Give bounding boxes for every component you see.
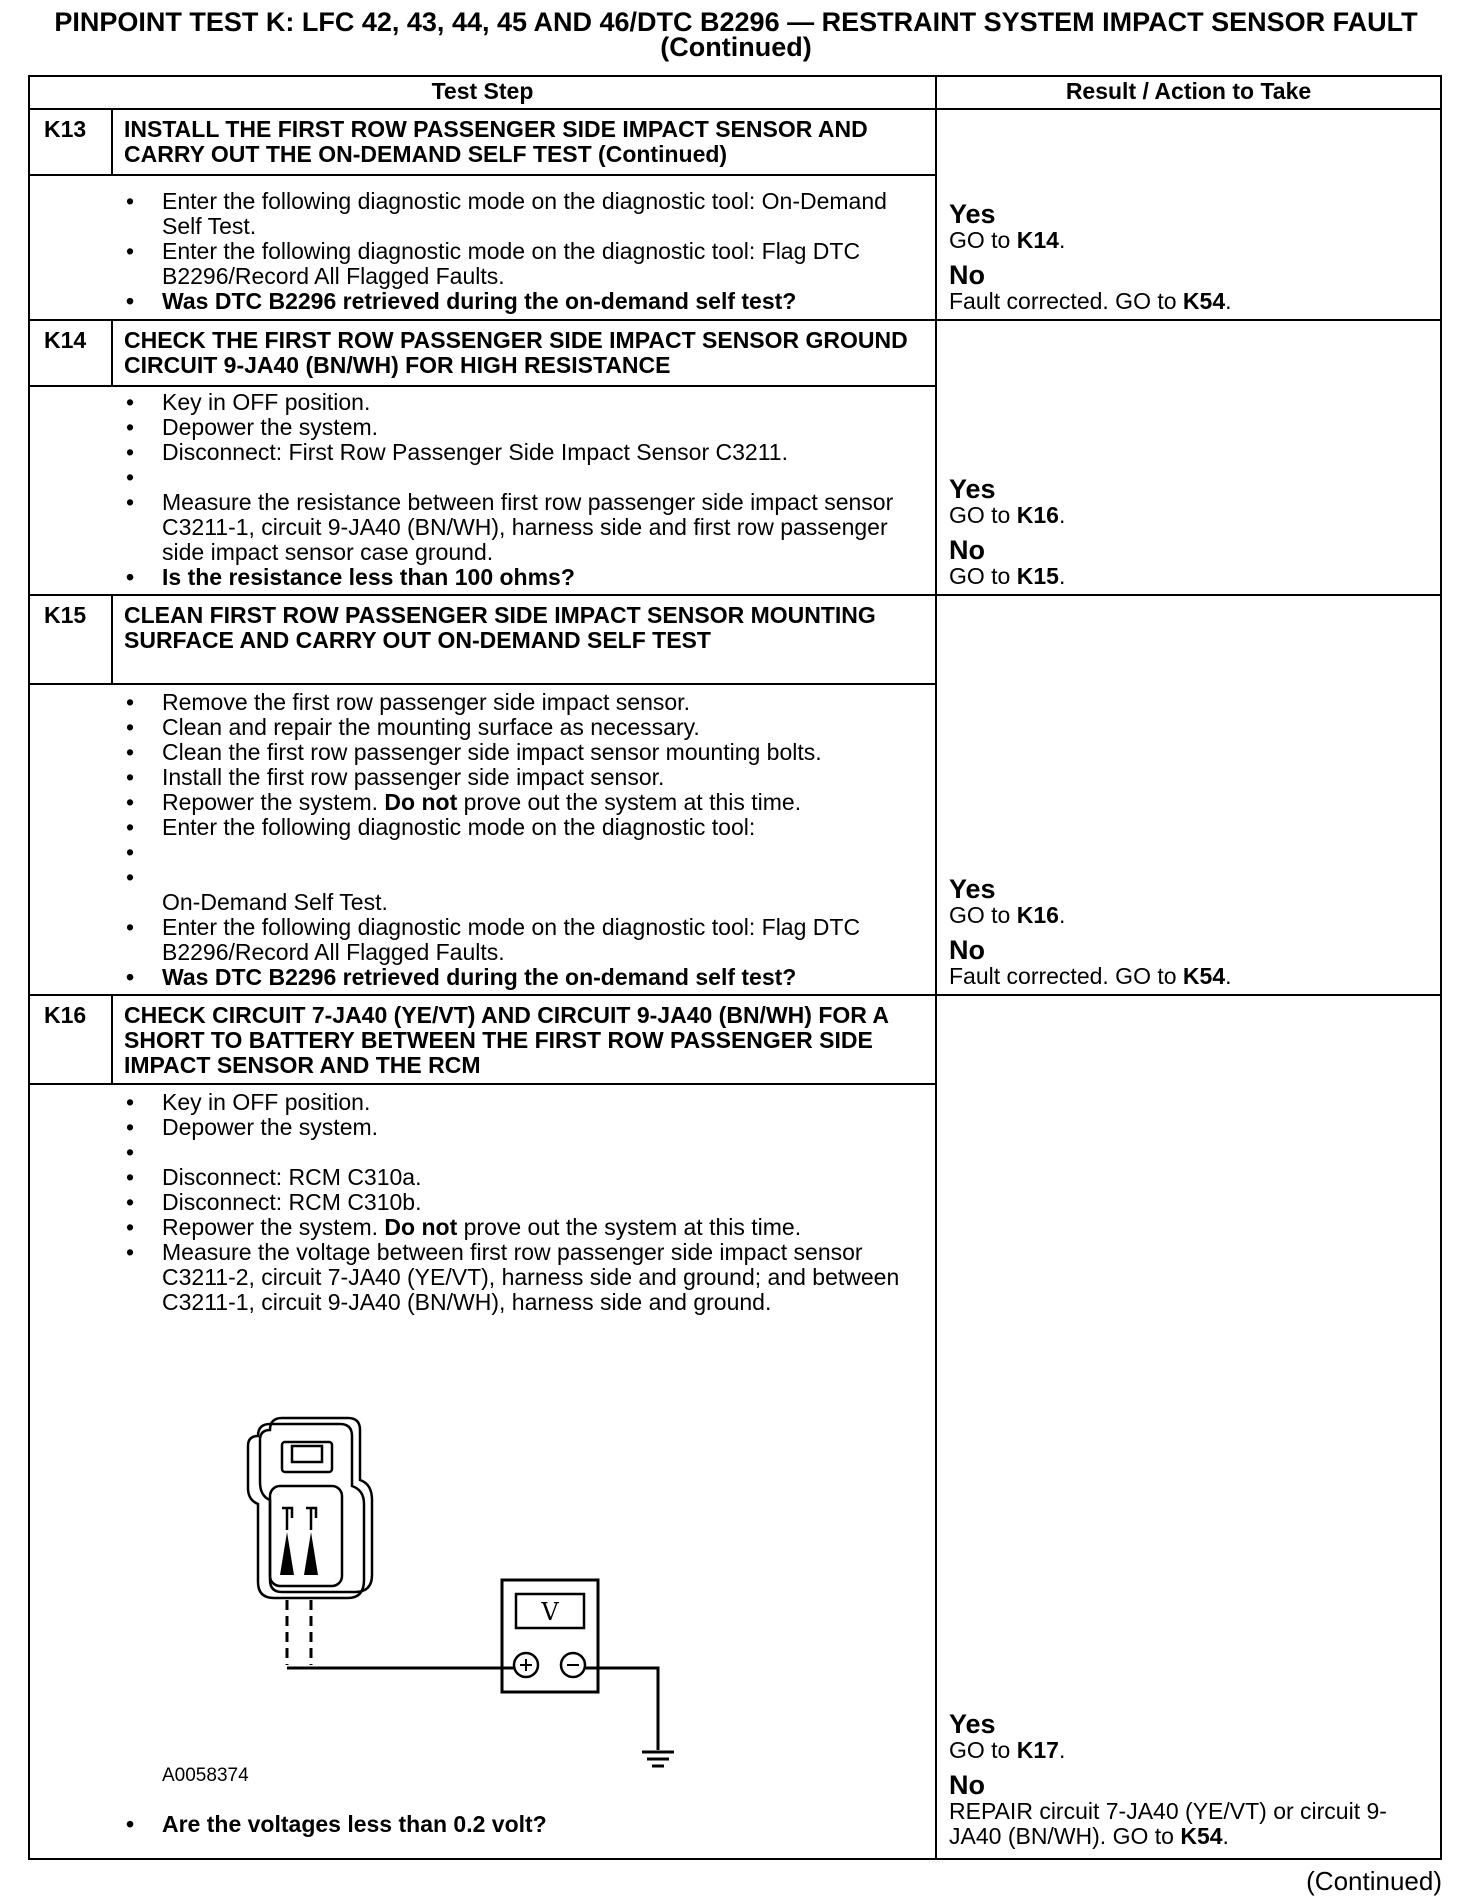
list-item: • Key in OFF position. (122, 390, 922, 415)
list-item: • Disconnect: First Row Passenger Side Impact Sensor C3211. (122, 440, 922, 465)
list-item: • Key in OFF position. (122, 1090, 922, 1115)
list-item: • Is the resistance less than 100 ohms? (122, 565, 922, 590)
no-label: No (949, 935, 985, 965)
figure-label: A0058374 (162, 1765, 249, 1786)
voltage-measurement-diagram (240, 1400, 680, 1780)
step-id-k14: K14 (44, 327, 87, 353)
step-ref: K54 (1180, 1823, 1223, 1849)
list-item: On-Demand Self Test. (162, 889, 388, 915)
yes-label: Yes (949, 874, 996, 904)
col-header-test-step: Test Step (431, 78, 534, 104)
step-ref: K17 (1016, 1737, 1059, 1763)
result-k16: Yes GO to K17. No REPAIR circuit 7-JA40 (YE/VT) or circuit 9-JA40 (BN/WH). GO to K54. (949, 1710, 1429, 1849)
step-ref: K16 (1016, 902, 1059, 928)
list-item: • Disconnect: RCM C310b. (122, 1190, 922, 1215)
step-id-k15: K15 (44, 602, 87, 628)
voltmeter-label: V (541, 1598, 559, 1626)
yes-label: Yes (949, 199, 996, 229)
list-item: • Disconnect: RCM C310a. (122, 1165, 922, 1190)
list-item: • Enter the following diagnostic mode on the diagnostic tool: (122, 815, 922, 840)
step-question-k16 (122, 1812, 922, 1837)
list-item: • Was DTC B2296 retrieved during the on-demand self test? (122, 289, 922, 314)
step-body-k15 (122, 690, 922, 990)
list-item: • Install the first row passenger side impact sensor. (122, 765, 922, 790)
step-id-k16: K16 (44, 1002, 87, 1028)
list-item: • Measure the voltage between first row passenger side impact sensor C3211-2, circuit 7-JA40 (YE/VT), harness side and ground; and between C3211-1, circuit 9-JA40 (BN/WH), harness side and ground. (122, 1240, 922, 1315)
step-ref: K14 (1016, 227, 1059, 253)
result-k14: Yes GO to K16. No GO to K15. (949, 475, 1429, 589)
step-title-k16: CHECK CIRCUIT 7-JA40 (YE/VT) AND CIRCUIT 9-JA40 (BN/WH) FOR A SHORT TO BATTERY BETWEEN THE FIRST ROW PASSENGER SIDE IMPACT SENSOR AND THE RCM (124, 1002, 889, 1078)
step-title-k15: CLEAN FIRST ROW PASSENGER SIDE IMPACT SENSOR MOUNTING SURFACE AND CARRY OUT ON-DEMAND SELF TEST (124, 602, 876, 653)
step-id-k13: K13 (44, 116, 87, 142)
list-item: • Clean the first row passenger side impact sensor mounting bolts. (122, 740, 922, 765)
list-item: • Enter the following diagnostic mode on the diagnostic tool: Flag DTC B2296/Record All Flagged Faults. (122, 239, 922, 289)
continued-footer: (Continued) (1306, 1866, 1442, 1896)
step-body-k16 (122, 1090, 922, 1315)
step-ref: K54 (1182, 288, 1226, 314)
step-title-k13: INSTALL THE FIRST ROW PASSENGER SIDE IMPACT SENSOR AND CARRY OUT THE ON-DEMAND SELF TEST (Continued) (124, 116, 868, 167)
result-k15: Yes GO to K16. No Fault corrected. GO to K54. (949, 875, 1429, 989)
step-title-k14: CHECK THE FIRST ROW PASSENGER SIDE IMPACT SENSOR GROUND CIRCUIT 9-JA40 (BN/WH) FOR HIGH RESISTANCE (124, 327, 908, 378)
list-item: • Depower the system. (122, 415, 922, 440)
step-ref: K15 (1016, 563, 1059, 589)
step-ref: K54 (1182, 963, 1226, 989)
no-label: No (949, 535, 985, 565)
list-item: • Are the voltages less than 0.2 volt? (122, 1812, 922, 1837)
list-item: • Repower the system. Do not prove out the system at this time. (122, 1215, 922, 1240)
yes-label: Yes (949, 474, 996, 504)
yes-label: Yes (949, 1709, 996, 1739)
no-label: No (949, 260, 985, 290)
col-header-result: Result / Action to Take (1065, 78, 1312, 104)
step-body-k13 (122, 189, 922, 314)
result-k13: Yes GO to K14. No Fault corrected. GO to K54. (949, 200, 1429, 314)
list-item: • Enter the following diagnostic mode on the diagnostic tool: On-Demand Self Test. (122, 189, 922, 239)
list-item: • Was DTC B2296 retrieved during the on-demand self test? (122, 965, 922, 990)
list-item: • Depower the system. (122, 1115, 922, 1140)
list-item: • Enter the following diagnostic mode on the diagnostic tool: Flag DTC B2296/Record All Flagged Faults. (122, 915, 922, 965)
list-item: • Remove the first row passenger side impact sensor. (122, 690, 922, 715)
list-item: • Measure the resistance between first row passenger side impact sensor C3211-1, circuit 9-JA40 (BN/WH), harness side and first row passenger side impact sensor case ground. (122, 490, 922, 565)
page-title: PINPOINT TEST K: LFC 42, 43, 44, 45 AND 46/DTC B2296 — RESTRAINT SYSTEM IMPACT SENSOR FAULT (Continued) (54, 7, 1418, 62)
ground-icon (642, 1752, 674, 1766)
list-item: • Repower the system. Do not prove out the system at this time. (122, 790, 922, 815)
step-body-k14 (122, 390, 922, 590)
list-item: • Clean and repair the mounting surface as necessary. (122, 715, 922, 740)
step-ref: K16 (1016, 502, 1059, 528)
no-label: No (949, 1770, 985, 1800)
